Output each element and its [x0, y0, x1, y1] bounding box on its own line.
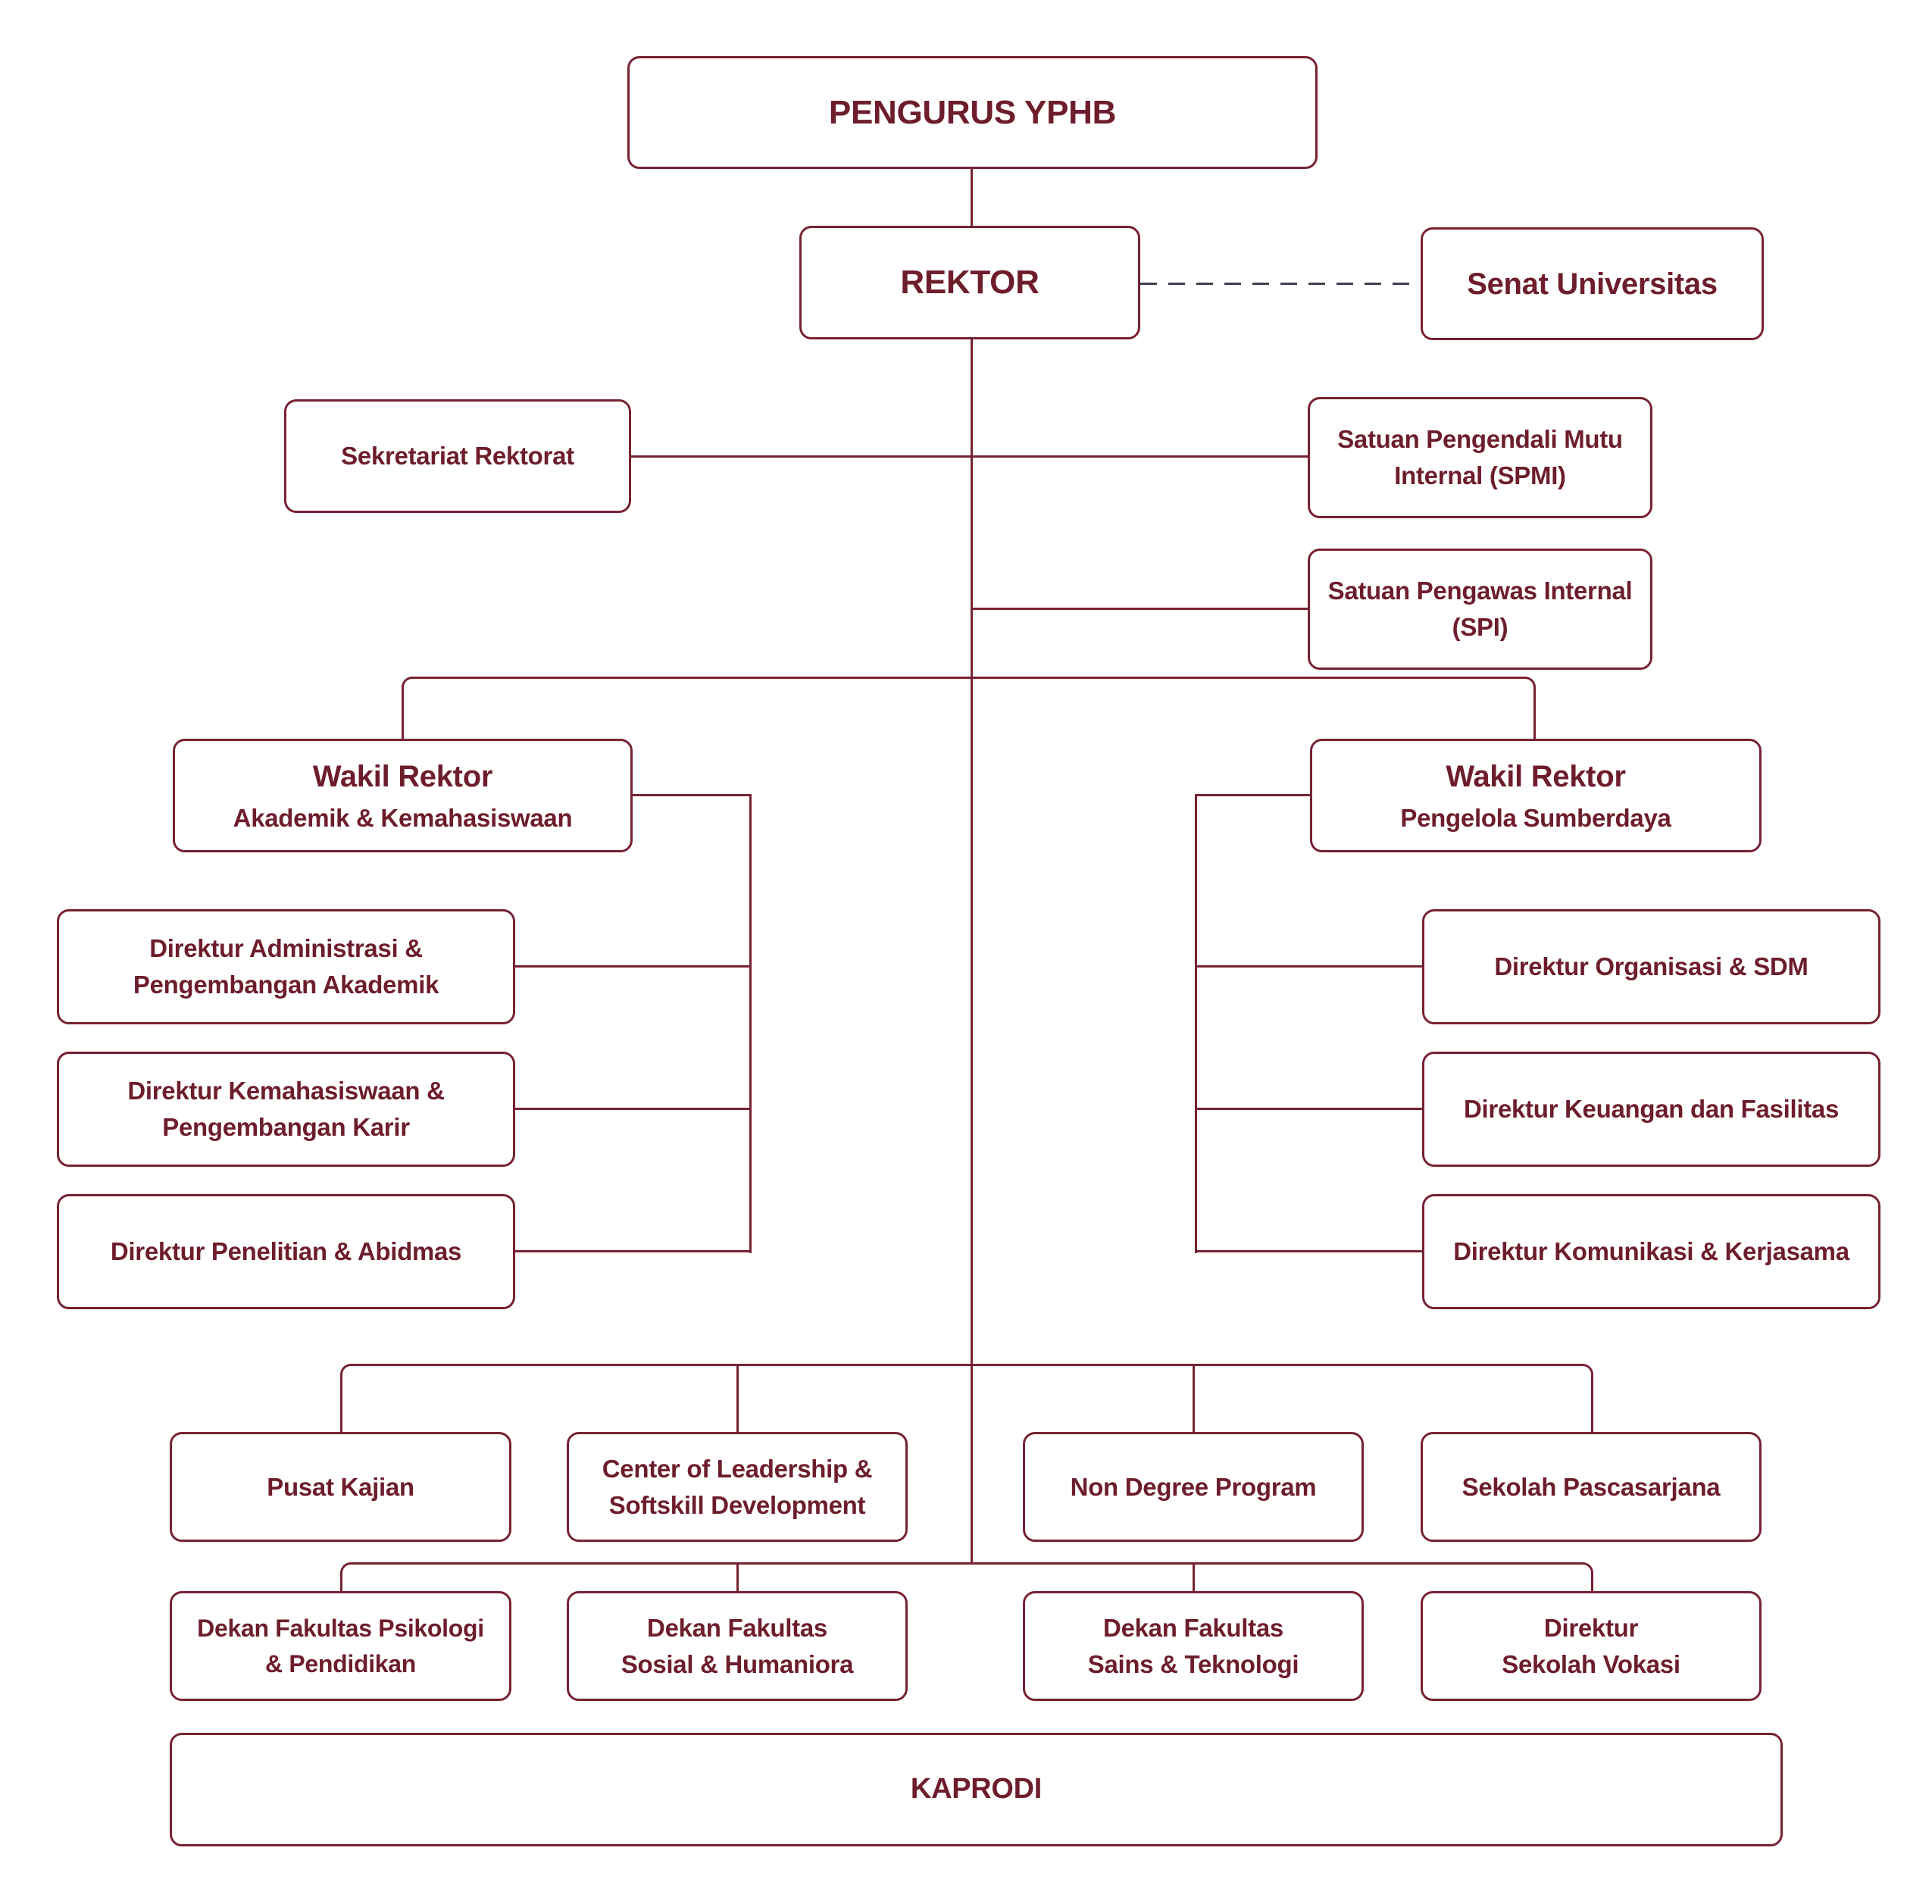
- node-label-line: Satuan Pengawas Internal: [1327, 577, 1633, 605]
- node-label-line: Pengembangan Karir: [162, 1113, 410, 1141]
- node-label: Direktur Penelitian & Abidmas: [110, 1237, 462, 1266]
- connector-wakil-sumberdaya-stub: [1195, 794, 1310, 796]
- node-direktur-organisasi-sdm: [1422, 909, 1880, 1024]
- node-direktur-sekolah-vokasi: [1421, 1591, 1762, 1701]
- stub-direktur-organisasi: [1195, 965, 1422, 968]
- stub-direktur-komunikasi: [1195, 1250, 1422, 1252]
- connector-wakil-akademik-stub: [633, 794, 752, 796]
- node-label: REKTOR: [900, 264, 1039, 302]
- drop-dekan-sains: [1193, 1562, 1195, 1591]
- node-label: Direktur Komunikasi & Kerjasama: [1453, 1237, 1849, 1266]
- node-label-line: Direktur Administrasi &: [149, 934, 423, 963]
- node-label-line: Dekan Fakultas Psikologi: [197, 1615, 484, 1643]
- node-kaprodi: [170, 1733, 1783, 1846]
- connector-sekretariat-spmi: [631, 455, 1308, 458]
- node-spmi: [1308, 397, 1652, 518]
- node-label: Sekolah Pascasarjana: [1462, 1472, 1721, 1501]
- node-label: Senat Universitas: [1467, 267, 1718, 301]
- node-label: Direktur Keuangan dan Fasilitas: [1464, 1095, 1839, 1124]
- node-wakil-rektor-akademik: [173, 739, 633, 852]
- node-rektor: [799, 226, 1140, 339]
- node-direktur-keuangan: [1422, 1052, 1880, 1167]
- spine-wakil-sumberdaya: [1195, 794, 1197, 1253]
- node-label-line: Direktur: [1543, 1613, 1639, 1642]
- node-label-line: Dekan Fakultas: [647, 1613, 827, 1642]
- drop-dekan-sosial: [736, 1562, 739, 1591]
- bracket-row-units: [340, 1364, 1593, 1432]
- node-label: Sekretariat Rektorat: [341, 442, 574, 471]
- node-direktur-administrasi: [57, 909, 515, 1024]
- node-label-line: Direktur Kemahasiswaan &: [127, 1077, 445, 1105]
- node-label: PENGURUS YPHB: [828, 93, 1117, 131]
- bracket-row-faculties: [340, 1562, 1593, 1591]
- node-label-line: Center of Leadership &: [602, 1454, 873, 1483]
- node-label-line: (SPI): [1452, 613, 1508, 641]
- node-senat-universitas: [1421, 227, 1764, 340]
- node-label-line: Sosial & Humaniora: [621, 1649, 854, 1678]
- node-center-of-leadership: [567, 1432, 908, 1542]
- connector-pengurus-rektor: [971, 169, 973, 226]
- node-wakil-rektor-sumberdaya: [1310, 739, 1762, 852]
- node-label-line: Pengembangan Akademik: [133, 971, 439, 999]
- node-direktur-komunikasi: [1422, 1194, 1880, 1309]
- node-label-line: & Pendidikan: [264, 1649, 417, 1677]
- spine-wakil-akademik: [749, 794, 752, 1253]
- node-label-line: Internal (SPMI): [1394, 461, 1566, 489]
- node-non-degree-program: [1023, 1432, 1364, 1542]
- stub-direktur-administrasi: [515, 965, 752, 968]
- node-pengurus-yphb: [627, 56, 1318, 169]
- node-sekolah-pascasarjana: [1421, 1432, 1762, 1542]
- node-label-line: Sekolah Vokasi: [1502, 1649, 1680, 1678]
- node-direktur-kemahasiswaan: [57, 1052, 515, 1167]
- node-subtitle: Pengelola Sumberdaya: [1400, 804, 1671, 833]
- node-label-line: Satuan Pengendali Mutu: [1337, 425, 1623, 454]
- node-dekan-sains-teknologi: [1023, 1591, 1364, 1701]
- stub-direktur-kemahasiswaan: [515, 1108, 752, 1110]
- node-label-line: Softskill Development: [608, 1490, 866, 1519]
- stub-direktur-keuangan: [1195, 1108, 1422, 1110]
- node-sekretariat-rektorat: [284, 399, 631, 513]
- node-title: Wakil Rektor: [1446, 760, 1626, 794]
- node-direktur-penelitian: [57, 1194, 515, 1309]
- node-pusat-kajian: [170, 1432, 511, 1542]
- node-title: Wakil Rektor: [312, 760, 493, 794]
- stub-direktur-penelitian: [515, 1250, 752, 1252]
- bracket-wakil-rektor: [402, 677, 1536, 739]
- drop-non-degree: [1193, 1364, 1195, 1432]
- node-label: KAPRODI: [910, 1773, 1043, 1806]
- node-subtitle: Akademik & Kemahasiswaan: [233, 804, 573, 833]
- drop-center-leadership: [736, 1364, 739, 1432]
- node-dekan-psikologi: [170, 1591, 511, 1701]
- connector-rektor-senat-dashed: [1140, 283, 1421, 285]
- node-label: Pusat Kajian: [267, 1472, 414, 1501]
- connector-spi: [971, 608, 1308, 610]
- node-label: Non Degree Program: [1070, 1472, 1317, 1501]
- node-spi: [1308, 549, 1652, 670]
- node-label-line: Sains & Teknologi: [1087, 1649, 1299, 1678]
- node-dekan-sosial-humaniora: [567, 1591, 908, 1701]
- node-label: Direktur Organisasi & SDM: [1494, 952, 1809, 981]
- node-label-line: Dekan Fakultas: [1103, 1613, 1283, 1642]
